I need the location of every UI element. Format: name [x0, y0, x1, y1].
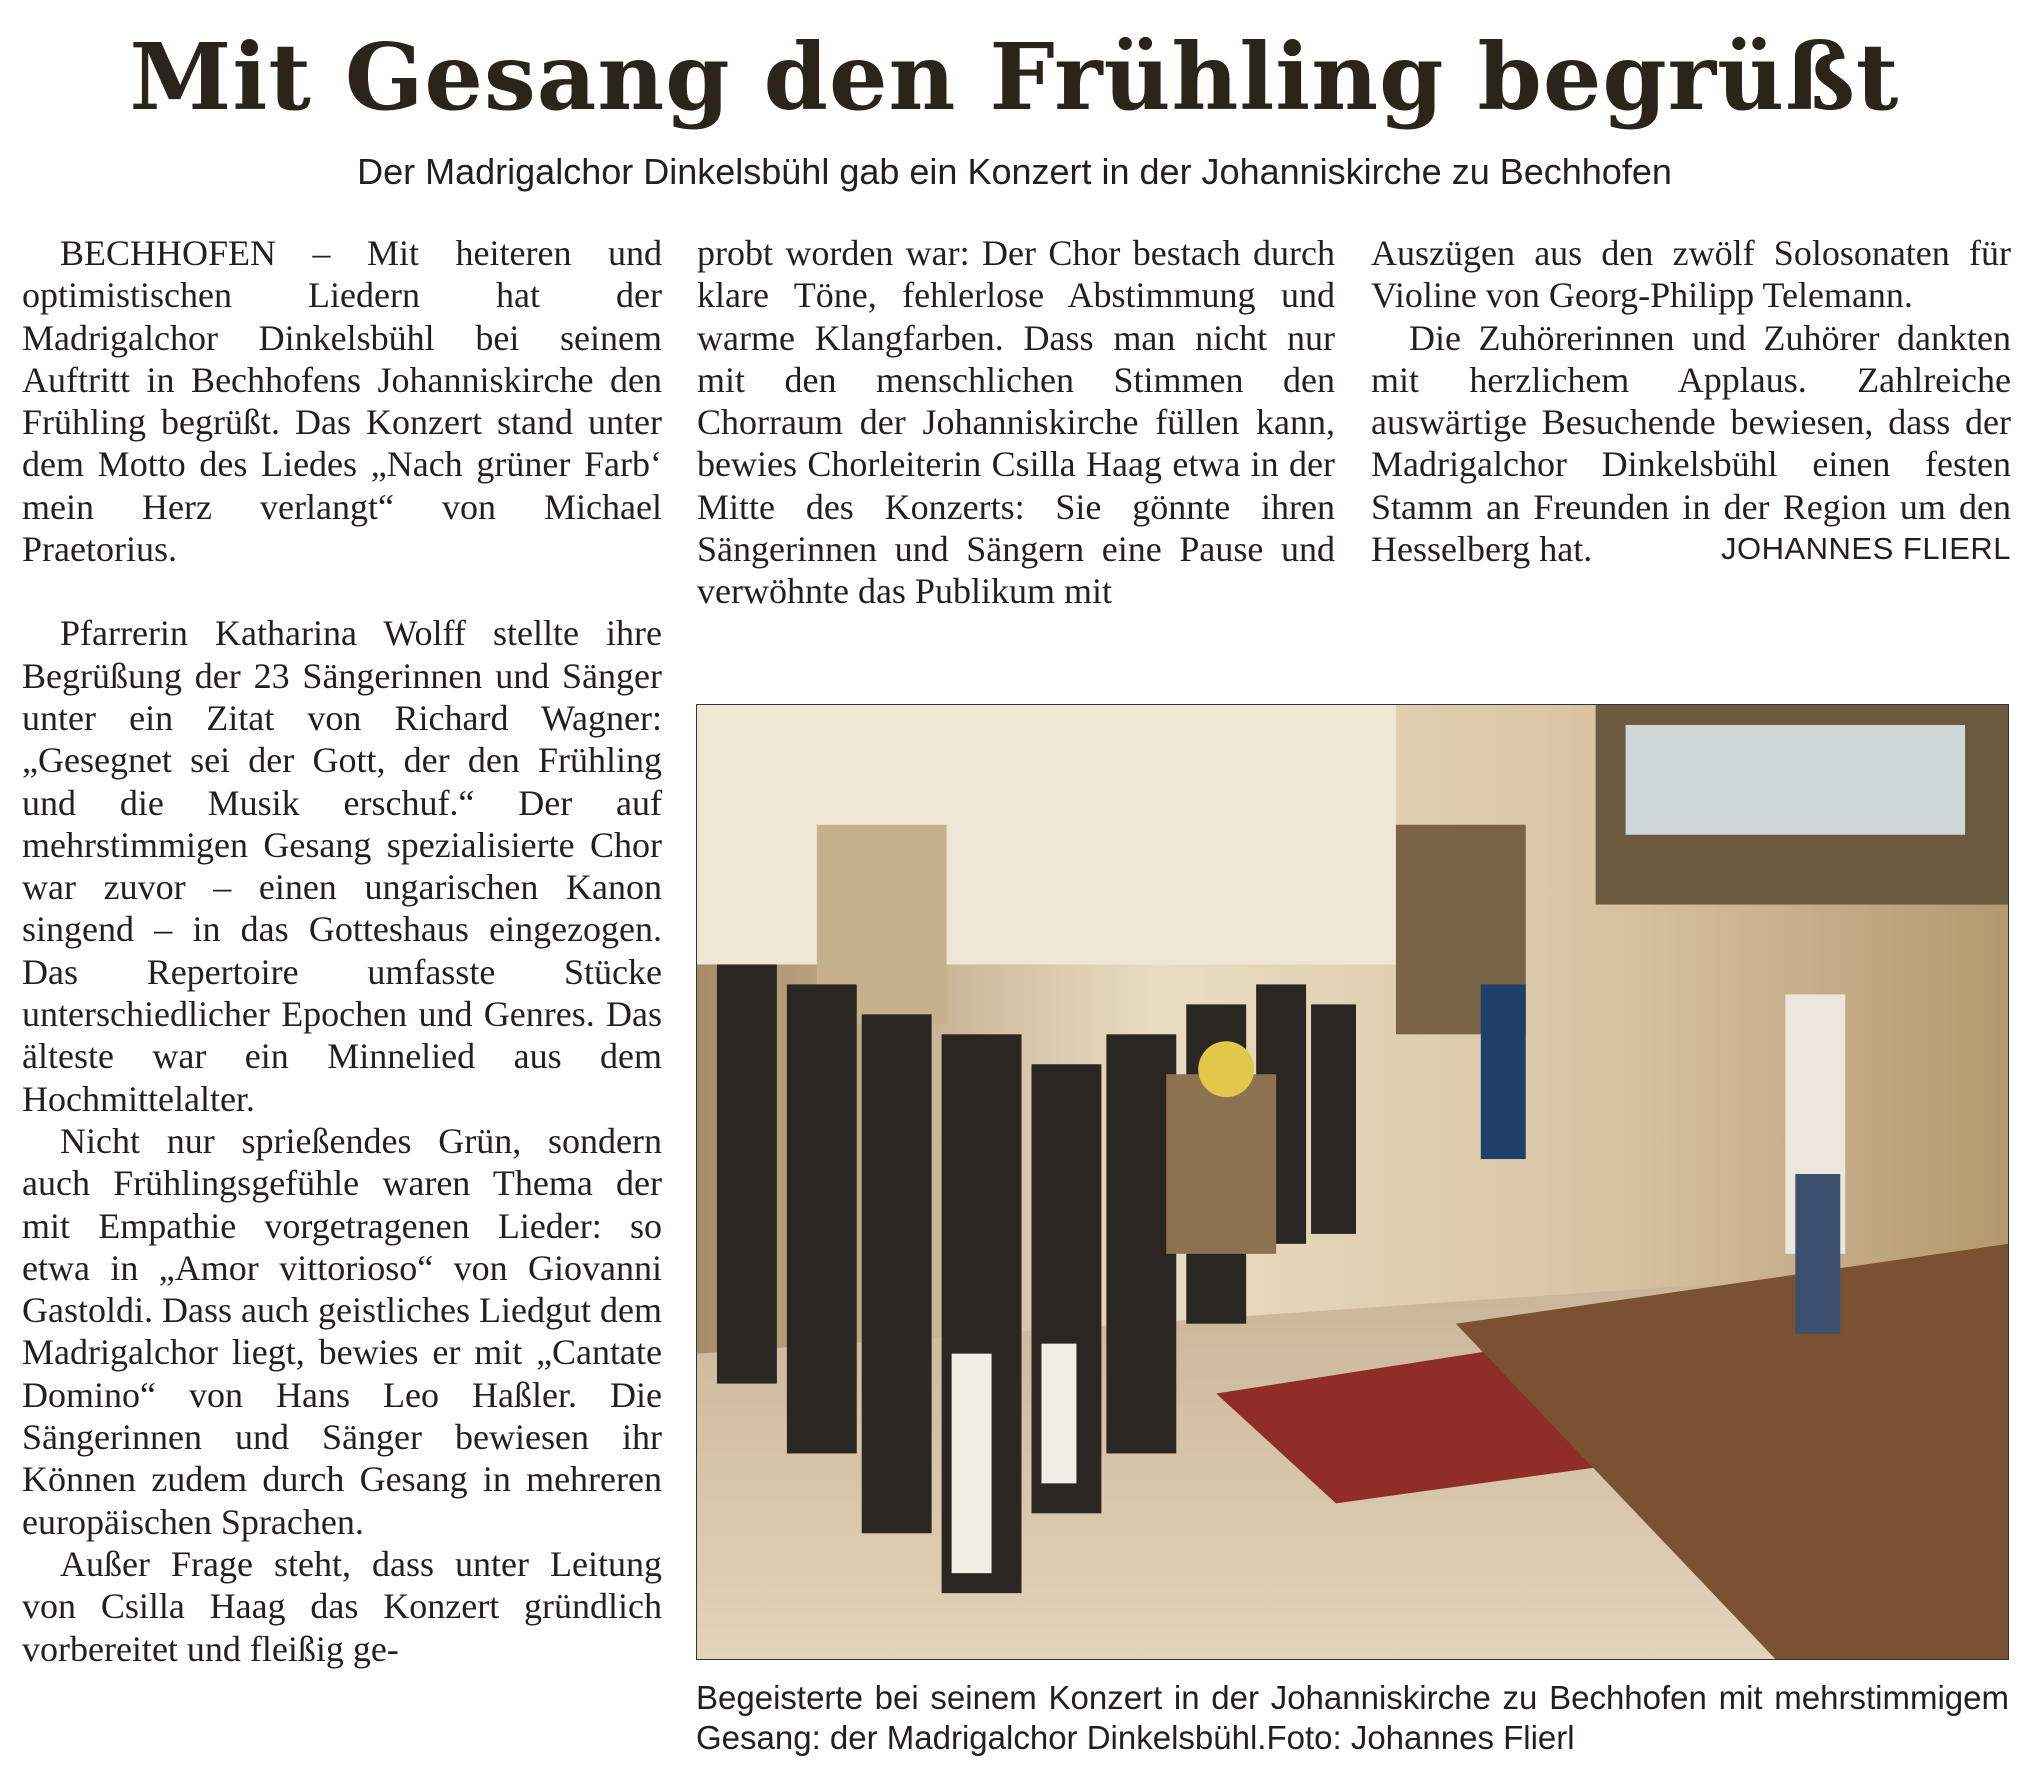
- paragraph-telemann: Auszügen aus den zwölf Solosonaten für Violine von Georg-Philipp Telemann.: [1371, 233, 2011, 316]
- paragraph-preparation: Außer Frage steht, dass unter Leitung von Csilla Haag das Konzert gründlich vorbereitet und fleißig ge-: [22, 1543, 662, 1669]
- paragraph-greeting: Pfarrerin Katharina Wolff stellte ihre Begrüßung der 23 Sängerinnen und Sänger unter ein Zitat von Richard Wagner: „Gesegnet sei der Gott, der den Frühling und die Musik erschuf.“ Der auf mehrstimmigen Gesang spezialisierte Chor war zuvor – einen ungarischen Kanon singend – in das Gotteshaus eingezogen. Das Repertoire umfasste Stücke unterschiedlicher Epochen und Genres. Das älteste war ein Minnelied aus dem Hochmittelalter.: [22, 613, 662, 1119]
- paragraph-choir-quality: probt worden war: Der Chor bestach durch klare Töne, fehlerlose Abstimmung und warme Klangfarben. Dass man nicht nur mit den menschlichen Stimmen den Chorraum der Johanniskirche füllen kann, bewies Chorleiterin Csilla Haag etwa in der Mitte des Konzerts: Sie gönnte ihren Sängerinnen und Sängern eine Pause und verwöhnte das Publikum mit: [697, 233, 1335, 612]
- baptismal-font: [1166, 1074, 1276, 1254]
- article-column-1: [22, 232, 662, 1670]
- choir-photo-illustration: [697, 705, 2008, 1659]
- subheadline: Der Madrigalchor Dinkelsbühl gab ein Konzert in der Johanniskirche zu Bechhofen: [357, 151, 1672, 192]
- article-column-3: [1371, 232, 2011, 570]
- article-column-2: [697, 232, 1335, 613]
- photo-caption: Begeisterte bei seinem Konzert in der Johanniskirche zu Bechhofen mit mehrstimmigem Gesang: der Madrigalchor Dinkelsbühl.Foto: Johannes Flierl: [696, 1679, 2009, 1756]
- paragraph-themes: Nicht nur sprießendes Grün, sondern auch Frühlingsgefühle waren Thema der mit Empathie vorgetragenen Lieder: so etwa in „Amor vittorioso“ von Giovanni Gastoldi. Dass auch geistliches Liedgut dem Madrigalchor liegt, bewies er mit „Cantate Domino“ von Hans Leo Haßler. Die Sängerinnen und Sänger bewiesen ihr Können zudem durch Gesang in mehreren europäischen Sprachen.: [22, 1120, 662, 1542]
- paragraph-applause: [1371, 317, 2011, 571]
- paragraph-applause-text: Die Zuhörerinnen und Zuhörer dankten mit herzlichem Applaus. Zahlreiche auswärtige Besuchende bewiesen, dass der Madrigalchor Dinkelsbühl einen festen Stamm an Freunden in der Region um den Hesselberg hat.: [1371, 317, 2011, 570]
- author-byline: JOHANNES FLIERL: [1720, 531, 2011, 567]
- paragraph-intro: BECHHOFEN – Mit heiteren und optimistischen Liedern hat der Madrigalchor Dinkelsbühl bei seinem Auftritt in Bechhofens Johanniskirche den Frühling begrüßt. Das Konzert stand unter dem Motto des Liedes „Nach grüner Farb‘ mein Herz verlangt“ von Michael Praetorius.: [22, 233, 662, 570]
- violinist: [1481, 984, 1526, 1159]
- headline: Mit Gesang den Frühling begrüßt: [129, 23, 1900, 131]
- choir-photo: [696, 704, 2009, 1660]
